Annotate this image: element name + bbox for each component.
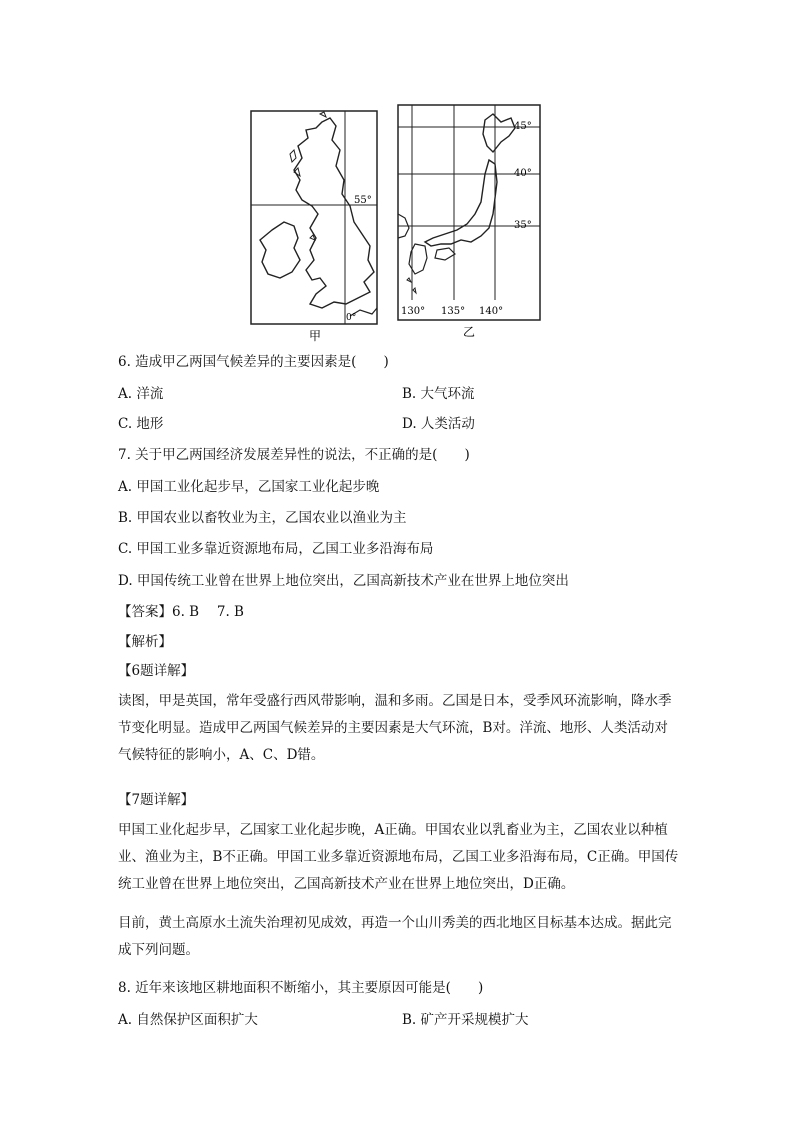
label-140: 140° bbox=[479, 306, 504, 317]
q6-option-c: C. 地形 bbox=[118, 416, 164, 432]
q7-option-b: B. 甲国农业以畜牧业为主，乙国农业以渔业为主 bbox=[118, 510, 407, 526]
question-6-stem: 6. 造成甲乙两国气候差异的主要因素是( ) bbox=[118, 354, 389, 370]
label-35: 35° bbox=[514, 220, 532, 231]
label-0: 0° bbox=[346, 313, 357, 323]
label-40: 40° bbox=[514, 168, 532, 179]
caption-jia: 甲 bbox=[309, 329, 322, 343]
q8-option-b: B. 矿产开采规模扩大 bbox=[402, 1012, 529, 1028]
q8-option-a: A. 自然保护区面积扩大 bbox=[118, 1012, 258, 1028]
map-jia bbox=[250, 110, 380, 346]
q7-option-a: A. 甲国工业化起步早，乙国家工业化起步晚 bbox=[118, 479, 380, 495]
q6-option-d: D. 人类活动 bbox=[402, 416, 475, 432]
q7-detail-title: 【7题详解】 bbox=[118, 792, 195, 808]
label-55: 55° bbox=[354, 195, 372, 206]
q7-option-d: D. 甲国传统工业曾在世界上地位突出，乙国高新技术产业在世界上地位突出 bbox=[118, 573, 569, 589]
q7-option-c: C. 甲国工业多靠近资源地布局，乙国工业多沿海布局 bbox=[118, 541, 434, 557]
question-8-stem: 8. 近年来该地区耕地面积不断缩小，其主要原因可能是( ) bbox=[118, 980, 484, 996]
answer-line: 【答案】6. B 7. B bbox=[118, 604, 244, 620]
label-135: 135° bbox=[441, 306, 466, 317]
caption-yi: 乙 bbox=[463, 325, 476, 339]
intro-paragraph: 目前，黄土高原水土流失治理初见成效，再造一个山川秀美的西北地区目标基本达成。据此完成下列问题。 bbox=[118, 915, 672, 958]
question-7-stem: 7. 关于甲乙两国经济发展差异性的说法，不正确的是( ) bbox=[118, 447, 470, 463]
analysis-title: 【解析】 bbox=[118, 634, 172, 650]
map-yi bbox=[397, 104, 547, 344]
q7-detail-body: 甲国工业化起步早，乙国家工业化起步晚，A正确。甲国农业以乳畜业为主，乙国农业以种植业、渔业为主，B不正确。甲国工业多靠近资源地布局，乙国工业多沿海布局，C正确。甲国传统工业曾在世界上地位突出，乙国高新技术产业在世界上地位突出，D正确。 bbox=[118, 822, 679, 892]
q6-option-a: A. 洋流 bbox=[118, 386, 164, 402]
label-45: 45° bbox=[514, 121, 532, 132]
label-130: 130° bbox=[401, 306, 426, 317]
q6-detail-title: 【6题详解】 bbox=[118, 663, 195, 679]
q6-detail-body: 读图，甲是英国，常年受盛行西风带影响，温和多雨。乙国是日本，受季风环流影响，降水季节变化明显。造成甲乙两国气候差异的主要因素是大气环流，B对。洋流、地形、人类活动对气候特征的影响小，A、C、D错。 bbox=[118, 693, 672, 763]
q6-option-b: B. 大气环流 bbox=[402, 386, 475, 402]
